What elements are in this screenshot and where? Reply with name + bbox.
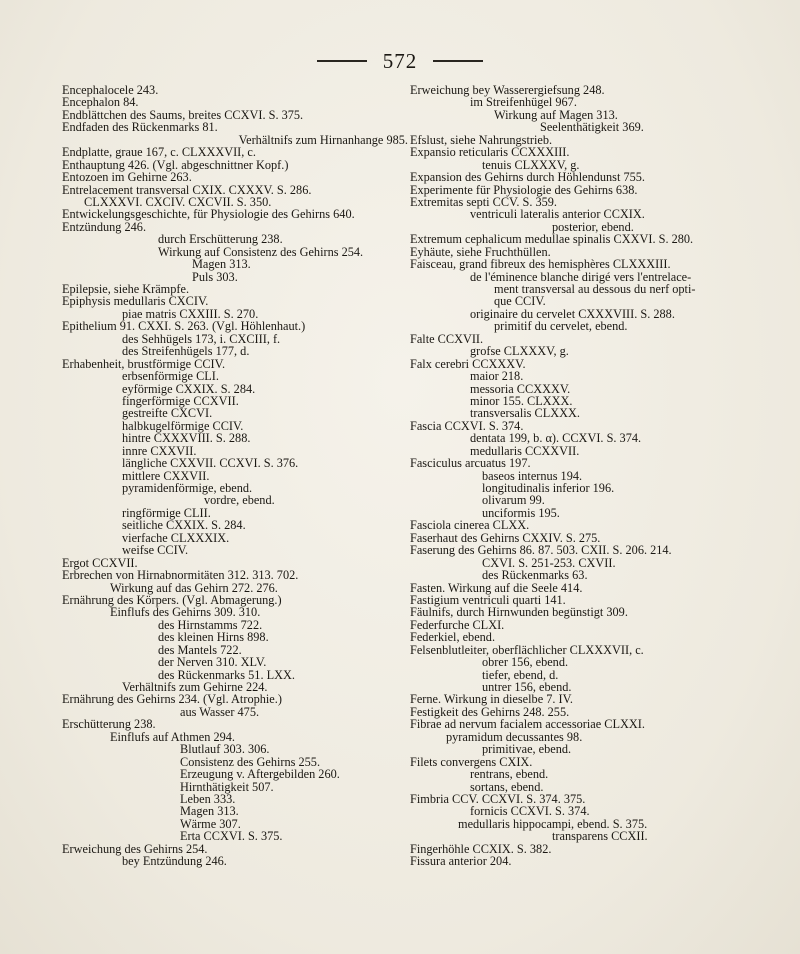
index-subentry: weifse CCIV. <box>122 543 189 558</box>
index-subentry: eyförmige CXXIX. S. 284. <box>122 381 256 396</box>
index-subentry: des Sehhügels 173, i. CXCIII, f. <box>122 331 281 346</box>
index-entry: Epilepsie, siehe Krämpfe. <box>62 282 190 296</box>
index-subentry: longitudinalis inferior 196. <box>482 481 615 495</box>
index-entry: Experimente für Physiologie des Gehirns 638. <box>410 182 638 197</box>
index-subentry: vierfache CLXXXIX. <box>122 530 230 545</box>
index-subentry: sortans, ebend. <box>470 779 544 794</box>
index-entry: Enthauptung 426. (Vgl. abgeschnittner Kopf.) <box>62 157 289 172</box>
index-subentry: Hirnthätigkeit 507. <box>180 779 274 794</box>
index-entry: Fascia CCXVI. S. 374. <box>410 418 524 433</box>
index-entry: Fingerhöhle CCXIX. S. 382. <box>410 841 552 856</box>
index-entry: Faserung des Gehirns 86. 87. 503. CXII. S. 206. 214. <box>410 543 672 558</box>
index-subentry: pyramidum decussantes 98. <box>446 729 583 744</box>
index-subentry: gestreifte CXCVI. <box>122 406 213 421</box>
index-entry: Ernährung des Gehirns 234. (Vgl. Atrophie.) <box>62 692 282 707</box>
index-column-right <box>410 84 750 868</box>
index-subentry: ringförmige CLII. <box>122 505 211 520</box>
index-subentry: minor 155. CLXXX. <box>470 393 573 408</box>
index-subentry: messoria CCXXXV. <box>470 381 571 396</box>
index-entry: Encephalon 84. <box>62 95 139 110</box>
index-entry: Epiphysis medullaris CXCIV. <box>62 294 209 309</box>
index-subentry: fornicis CCXVI. S. 374. <box>470 804 590 819</box>
index-subentry: Einflufs des Gehirns 309. 310. <box>110 605 261 620</box>
index-subentry: baseos internus 194. <box>482 468 583 483</box>
index-subentry: primitivae, ebend. <box>482 742 572 757</box>
header-rule-right <box>433 60 483 62</box>
index-entry: Erweichung des Gehirns 254. <box>62 841 208 856</box>
index-subentry: que CCIV. <box>494 294 546 309</box>
index-subentry: untrer 156, ebend. <box>482 680 572 694</box>
index-subentry: längliche CXXVII. CCXVI. S. 376. <box>122 456 299 471</box>
index-subentry: transversalis CLXXX. <box>470 406 580 421</box>
index-subentry: Wirkung auf Magen 313. <box>494 107 618 122</box>
index-entry: Federfurche CLXI. <box>410 617 505 632</box>
index-entry: Faisceau, grand fibreux des hemisphères CLXXXIII. <box>410 257 671 272</box>
index-entry: Filets convergens CXIX. <box>410 754 533 769</box>
index-subentry: Magen 313. <box>192 257 251 272</box>
index-subentry: CXVI. S. 251-253. CXVII. <box>482 555 616 570</box>
index-column-left <box>62 84 408 868</box>
index-entry: Fäulnifs, durch Hirnwunden begünstigt 309. <box>410 605 628 620</box>
index-subentry: mittlere CXXVII. <box>122 468 210 483</box>
index-entry: Erbrechen von Hirnabnormitäten 312. 313. 702. <box>62 568 299 583</box>
index-subentry: innre CXXVII. <box>122 443 197 458</box>
index-entry: Endplatte, graue 167, c. CLXXXVII, c. <box>62 145 256 160</box>
index-subentry: Einflufs auf Athmen 294. <box>110 729 235 744</box>
index-entry: Epithelium 91. CXXI. S. 263. (Vgl. Höhlenhaut.) <box>62 319 306 334</box>
index-subentry: Consistenz des Gehirns 255. <box>180 754 321 769</box>
index-subentry: bey Entzündung 246. <box>122 854 227 869</box>
index-subentry: grofse CLXXXV, g. <box>470 344 569 359</box>
index-entry: Fasciculus arcuatus 197. <box>410 456 531 471</box>
page-number: 572 <box>382 48 418 73</box>
index-subentry: Wärme 307. <box>180 816 241 831</box>
index-subentry: des Hirnstamms 722. <box>158 617 263 632</box>
index-subentry: Verhältnifs zum Hirnanhange 985. <box>238 132 408 147</box>
index-entry: Erhabenheit, brustförmige CCIV. <box>62 356 226 371</box>
index-entry: Fasciola cinerea CLXX. <box>410 518 530 533</box>
index-entry: Extremum cephalicum medullae spinalis CXXVI. S. 280. <box>410 232 694 247</box>
index-entry: Entwickelungsgeschichte, für Physiologie des Gehirns 640. <box>62 207 355 222</box>
index-subentry: erbsenförmige CLI. <box>122 369 219 384</box>
index-subentry: ventriculi lateralis anterior CCXIX. <box>470 207 645 222</box>
index-subentry: unciformis 195. <box>482 505 560 520</box>
index-subentry: des kleinen Hirns 898. <box>158 630 269 645</box>
index-entry: Festigkeit des Gehirns 248. 255. <box>410 704 570 719</box>
index-subentry: im Streifenhügel 967. <box>470 95 577 110</box>
index-entry: Fibrae ad nervum facialem accessoriae CLXXI. <box>410 717 645 732</box>
index-entry: Erweichung bey Wasserergiefsung 248. <box>410 83 605 97</box>
index-subentry: medullaris CCXXVII. <box>470 443 580 458</box>
index-subentry: Seelenthätigkeit 369. <box>540 120 644 135</box>
index-entry: Expansio reticularis CCXXXIII. <box>410 145 570 160</box>
index-subentry: medullaris hippocampi, ebend. S. 375. <box>458 816 648 831</box>
header-rule-left <box>317 60 367 62</box>
index-subentry: der Nerven 310. XLV. <box>158 655 267 670</box>
index-entry: Efslust, siehe Nahrungstrieb. <box>410 132 553 147</box>
index-subentry: dentata 199, b. α). CCXVI. S. 374. <box>470 431 642 446</box>
page-header <box>0 46 800 76</box>
index-entry: Felsenblutleiter, oberflächlicher CLXXXVII, c. <box>410 642 644 657</box>
index-subentry: olivarum 99. <box>482 493 545 508</box>
index-subentry: CLXXXVI. CXCIV. CXCVII. S. 350. <box>84 194 272 209</box>
index-entry: Encephalocele 243. <box>62 83 159 97</box>
index-subentry: Wirkung auf das Gehirn 272. 276. <box>110 580 278 595</box>
index-subentry: vordre, ebend. <box>204 493 275 508</box>
index-subentry: Erzeugung v. Aftergebilden 260. <box>180 767 340 782</box>
index-subentry: seitliche CXXIX. S. 284. <box>122 518 246 533</box>
index-subentry: Verhältnifs zum Gehirne 224. <box>122 680 268 694</box>
index-subentry: aus Wasser 475. <box>180 704 260 719</box>
index-subentry: primitif du cervelet, ebend. <box>494 319 628 334</box>
index-entry: Fasten. Wirkung auf die Seele 414. <box>410 580 583 595</box>
index-entry: Entrelacement transversal CXIX. CXXXV. S. 286. <box>62 182 312 197</box>
index-subentry: posterior, ebend. <box>552 219 634 234</box>
index-subentry: durch Erschütterung 238. <box>158 232 283 247</box>
index-entry: Entzündung 246. <box>62 219 147 234</box>
index-subentry: ment transversal au dessous du nerf opti- <box>494 282 696 296</box>
index-subentry: Erta CCXVI. S. 375. <box>180 829 283 844</box>
index-entry: Endfaden des Rückenmarks 81. <box>62 120 218 135</box>
index-subentry: Blutlauf 303. 306. <box>180 742 270 757</box>
index-entry: Federkiel, ebend. <box>410 630 496 645</box>
index-entry: Fimbria CCV. CCXVI. S. 374. 375. <box>410 791 586 806</box>
index-subentry: hintre CXXXVIII. S. 288. <box>122 431 251 446</box>
index-subentry: piae matris CXXIII. S. 270. <box>122 306 259 321</box>
index-subentry: des Streifenhügels 177, d. <box>122 344 250 359</box>
index-entry: Ernährung des Körpers. (Vgl. Abmagerung.) <box>62 592 282 607</box>
index-subentry: de l'éminence blanche dirigé vers l'entrelace- <box>470 269 692 284</box>
index-entry: Falx cerebri CCXXXV. <box>410 356 526 371</box>
index-subentry: rentrans, ebend. <box>470 767 549 782</box>
index-subentry: halbkugelförmige CCIV. <box>122 418 244 433</box>
index-subentry: fingerförmige CCXVII. <box>122 393 239 408</box>
index-subentry: originaire du cervelet CXXXVIII. S. 288. <box>470 306 675 321</box>
index-subentry: Leben 333. <box>180 791 236 806</box>
index-subentry: Puls 303. <box>192 269 238 284</box>
index-entry: Extremitas septi CCV. S. 359. <box>410 194 557 209</box>
index-subentry: des Rückenmarks 51. LXX. <box>158 667 295 682</box>
index-subentry: maior 218. <box>470 369 524 384</box>
index-subentry: obrer 156, ebend. <box>482 655 569 670</box>
index-subentry: des Mantels 722. <box>158 642 242 657</box>
index-entry: Endblättchen des Saums, breites CCXVI. S. 375. <box>62 107 304 122</box>
index-entry: Faserhaut des Gehirns CXXIV. S. 275. <box>410 530 601 545</box>
index-entry: Ergot CCXVII. <box>62 555 138 570</box>
index-subentry: tiefer, ebend, d. <box>482 667 559 682</box>
index-entry: Fastigium ventriculi quarti 141. <box>410 592 566 607</box>
index-subentry: des Rückenmarks 63. <box>482 568 588 583</box>
index-entry: Eyhäute, siehe Fruchthüllen. <box>410 244 551 259</box>
index-entry: Erschütterung 238. <box>62 717 156 732</box>
index-subentry: Magen 313. <box>180 804 239 819</box>
index-subentry: tenuis CLXXXV, g. <box>482 157 580 172</box>
index-subentry: Wirkung auf Consistenz des Gehirns 254. <box>158 244 364 259</box>
index-entry: Expansion des Gehirns durch Höhlendunst 755. <box>410 170 645 185</box>
index-entry: Falte CCXVII. <box>410 331 484 346</box>
index-subentry: pyramidenförmige, ebend. <box>122 481 253 495</box>
index-entry: Entozoen im Gehirne 263. <box>62 170 192 185</box>
index-subentry: transparens CCXII. <box>552 829 648 844</box>
index-entry: Fissura anterior 204. <box>410 854 512 869</box>
index-entry: Ferne. Wirkung in dieselbe 7. IV. <box>410 692 573 707</box>
